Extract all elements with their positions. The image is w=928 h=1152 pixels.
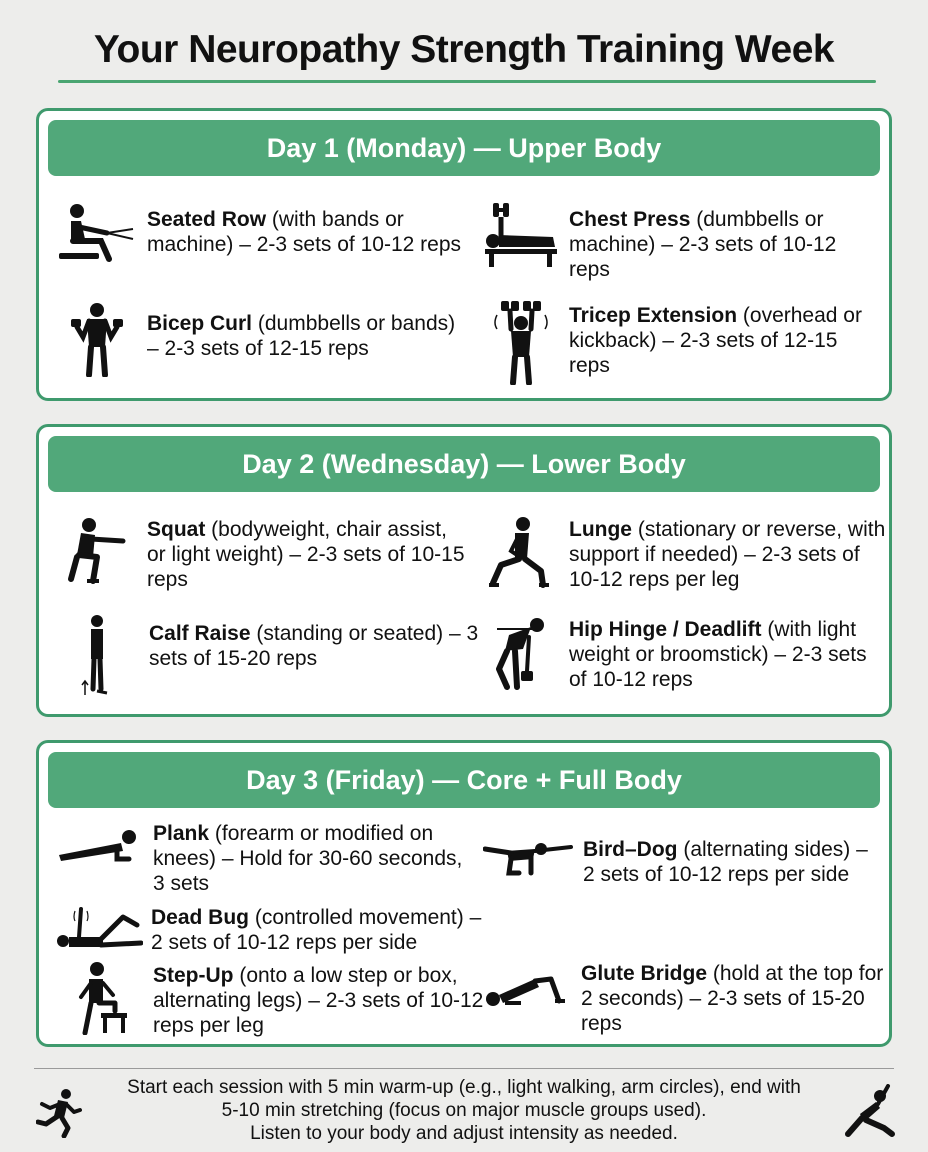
exercise-chest-press <box>479 199 879 282</box>
exercise-desc: (with bands or machine) – 2-3 sets of 10-12 reps <box>147 208 461 256</box>
exercise-glute-bridge <box>485 961 885 1036</box>
hip-hinge-icon <box>493 615 549 691</box>
day-1-card <box>36 108 892 401</box>
step-up-icon <box>73 961 129 1035</box>
exercise-name: Glute Bridge <box>581 962 708 985</box>
plank-icon <box>55 821 141 865</box>
footer-line-2: 5-10 min stretching (focus on major muscle groups used). <box>221 1100 707 1121</box>
exercise-desc: (alternating sides) – 2 sets of 10-12 reps per side <box>583 838 868 886</box>
exercise-desc: (standing or seated) – 3 sets of 15-20 reps <box>149 622 479 670</box>
exercise-desc: (with light weight or broomstick) – 2-3 sets of 10-12 reps <box>569 618 867 691</box>
footer-line-1: Start each session with 5 min warm-up (e.g., light walking, arm circles), end with <box>127 1077 801 1098</box>
exercise-name: Plank <box>153 822 210 845</box>
day-3-card <box>36 740 892 1047</box>
exercise-name: Lunge <box>569 518 632 541</box>
exercise-desc: (stationary or reverse, with support if needed) – 2-3 sets of 10-12 reps per leg <box>569 518 886 591</box>
exercise-desc: (dumbbells or bands) – 2-3 sets of 12-15 reps <box>147 312 456 360</box>
bicep-curl-icon <box>67 301 127 377</box>
calf-raise-icon <box>79 613 115 697</box>
seated-row-icon <box>57 199 137 269</box>
day-3-header: Day 3 (Friday) — Core + Full Body <box>48 752 880 808</box>
exercise-name: Seated Row <box>147 208 267 231</box>
stretching-person-icon <box>844 1084 896 1138</box>
day-2-card <box>36 424 892 717</box>
exercise-name: Squat <box>147 518 206 541</box>
title-underline <box>58 80 876 83</box>
exercise-desc: (forearm or modified on knees) – Hold for 30-60 seconds, 3 sets <box>153 822 463 895</box>
exercise-dead-bug <box>53 903 493 955</box>
exercise-desc: (hold at the top for 2 seconds) – 2-3 sets of 15-20 reps <box>581 962 884 1035</box>
exercise-desc: (controlled movement) – 2 sets of 10-12 reps per side <box>151 906 482 954</box>
exercise-name: Bicep Curl <box>147 312 253 335</box>
chest-press-icon <box>479 199 561 269</box>
exercise-bicep-curl <box>67 301 467 377</box>
exercise-name: Tricep Extension <box>569 304 738 327</box>
exercise-tricep-extension <box>491 299 881 385</box>
footer-line-3: Listen to your body and adjust intensity as needed. <box>250 1123 678 1144</box>
squat-icon <box>67 515 127 587</box>
tricep-extension-icon <box>491 299 551 385</box>
page-title: Your Neuropathy Strength Training Week <box>93 28 835 71</box>
glute-bridge-icon <box>485 961 571 1009</box>
exercise-desc: (onto a low step or box, alternating legs) – 2-3 sets of 10-12 reps per leg <box>153 964 484 1037</box>
exercise-name: Chest Press <box>569 208 691 231</box>
exercise-name: Dead Bug <box>151 906 250 929</box>
exercise-step-up <box>73 961 493 1038</box>
footer-divider <box>34 1068 894 1069</box>
exercise-name: Calf Raise <box>149 622 251 645</box>
exercise-name: Hip Hinge / Deadlift <box>569 618 762 641</box>
footer-note <box>110 1076 818 1145</box>
exercise-bird-dog <box>483 837 883 887</box>
exercise-name: Step-Up <box>153 964 234 987</box>
exercise-seated-row <box>57 199 467 269</box>
bird-dog-icon <box>483 837 573 877</box>
exercise-lunge <box>487 515 887 592</box>
day-2-header: Day 2 (Wednesday) — Lower Body <box>48 436 880 492</box>
exercise-hip-hinge <box>493 615 889 692</box>
exercise-name: Bird–Dog <box>583 838 678 861</box>
dead-bug-icon <box>53 903 143 953</box>
lunge-icon <box>487 515 551 589</box>
exercise-desc: (overhead or kickback) – 2-3 sets of 12-15 reps <box>569 304 862 377</box>
running-person-icon <box>36 1088 82 1138</box>
exercise-calf-raise <box>79 613 479 697</box>
exercise-plank <box>55 821 475 896</box>
day-1-header: Day 1 (Monday) — Upper Body <box>48 120 880 176</box>
exercise-desc: (bodyweight, chair assist, or light weight) – 2-3 sets of 10-15 reps <box>147 518 465 591</box>
exercise-squat <box>67 515 467 592</box>
exercise-desc: (dumbbells or machine) – 2-3 sets of 10-12 reps <box>569 208 837 281</box>
